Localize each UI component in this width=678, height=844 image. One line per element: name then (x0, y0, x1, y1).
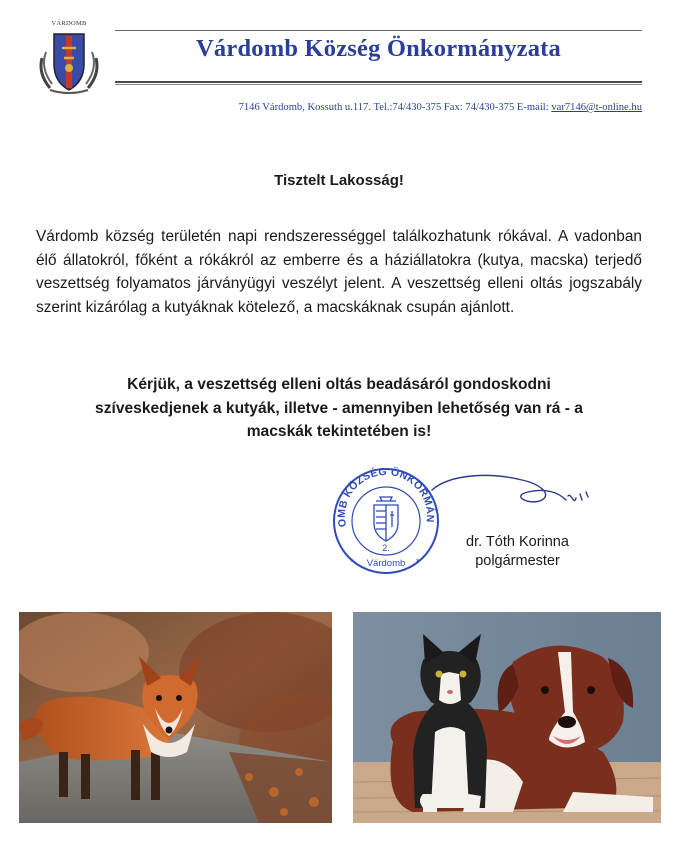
stamp-place: Várdomb (366, 558, 406, 569)
contact-address (100, 102, 642, 113)
municipal-crest (36, 20, 102, 94)
handwritten-signature (430, 470, 605, 515)
stamp-arc-text: OMB KÖZSÉG ÖNKORMÁN (335, 465, 437, 528)
signer-block (440, 533, 595, 571)
stamp-star-right: * (416, 557, 420, 567)
signer-role: polgármester (475, 553, 560, 569)
coat-of-arms-icon (36, 28, 102, 94)
title-rule-bottom (115, 81, 642, 83)
crest-label: VÁRDOMB (51, 20, 87, 27)
body-paragraph: Várdomb község területén napi rendszerességgel találkozhatunk rókával. A vadonban élő állatokról, főként a rókákról az emberre és a háziállatokra (kutya, macska) terjedő veszettség folyamatos járványügyi veszélyt jelent. A veszettség elleni oltás jogszabály szerint kizárólag a kutyáknak kötelező, a macskáknak csupán ajánlott. (36, 228, 642, 316)
stamp-star-left: * (350, 557, 354, 567)
page-title: Várdomb Község Önkormányzata (196, 35, 561, 62)
official-stamp (326, 459, 446, 579)
signer-name: dr. Tóth Korinna (466, 534, 569, 550)
email-link[interactable]: var7146@t-online.hu (551, 102, 642, 113)
cat-and-dog-photo (353, 612, 661, 823)
stamp-number: 2. (382, 543, 390, 553)
vaccination-request: Kérjük, a veszettség elleni oltás beadásáról gondoskodni szíveskedjenek a kutyák, illetve - amennyiben lehetőség van rá - a macskák tekintetében is! (95, 376, 583, 440)
salutation: Tisztelt Lakosság! (274, 172, 404, 189)
address-text: 7146 Várdomb, Kossuth u.117. Tel.:74/430-375 Fax: 74/430-375 E-mail: (238, 102, 552, 113)
title-rule-bottom-thin (115, 84, 642, 85)
fox-photo (19, 612, 332, 823)
hungarian-coat-of-arms-icon (374, 497, 398, 541)
